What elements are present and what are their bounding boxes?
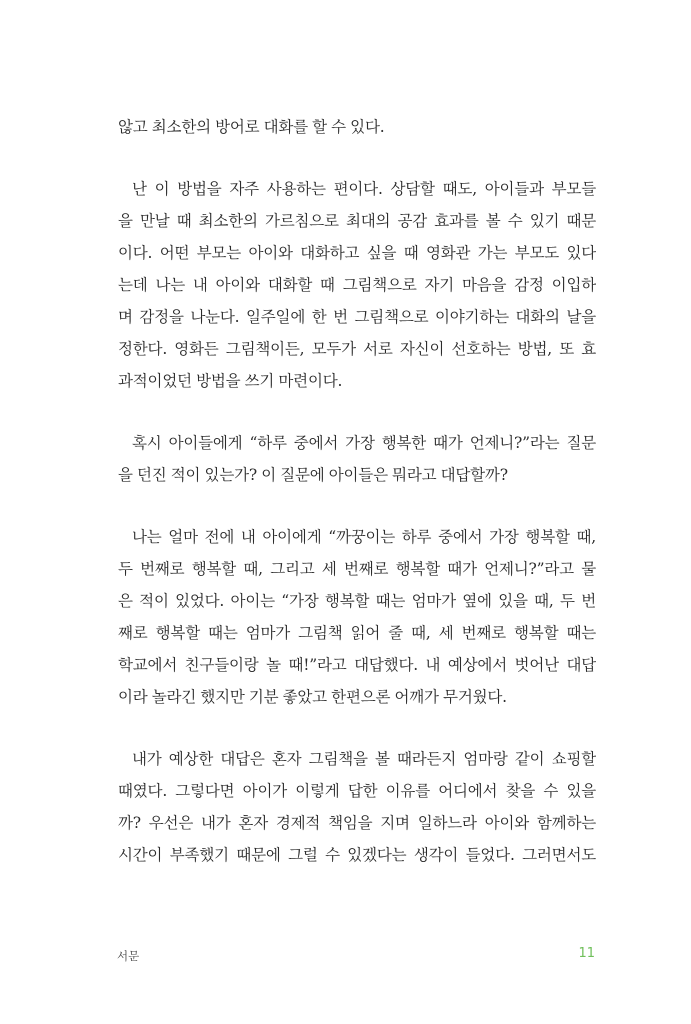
text-line: 까? 우선은 내가 혼자 경제적 책임을 지며 일하느라 아이와 함께하는 [118, 814, 596, 832]
text-line: 않고 최소한의 방어로 대화를 할 수 있다. [118, 118, 385, 136]
text-line: 두 번째로 행복할 때, 그리고 세 번째로 행복할 때가 언제니?”라고 물 [118, 560, 596, 578]
paragraph-gap [118, 491, 596, 521]
text-line: 시간이 부족했기 때문에 그럴 수 있겠다는 생각이 들었다. 그러면서도 [118, 846, 596, 864]
paragraph-gap [118, 713, 596, 743]
section-title: 서문 [117, 949, 140, 963]
page-number: 11 [578, 946, 595, 961]
text-line: 과적이었던 방법을 쓰기 마련이다. [118, 372, 343, 390]
text-line: 며 감정을 나눈다. 일주일에 한 번 그림책으로 이야기하는 대화의 날을 [118, 308, 596, 326]
text-line: 는데 나는 내 아이와 대화할 때 그림책으로 자기 마음을 감정 이입하 [118, 276, 596, 294]
text-line: 을 만날 때 최소한의 가르침으로 최대의 공감 효과를 볼 수 있기 때문 [118, 212, 596, 230]
text-line: 째로 행복할 때는 엄마가 그림책 읽어 줄 때, 세 번째로 행복할 때는 [118, 624, 596, 642]
text-line: 때였다. 그렇다면 아이가 이렇게 답한 이유를 어디에서 찾을 수 있을 [118, 782, 596, 800]
text-line: 정한다. 영화든 그림책이든, 모두가 서로 자신이 선호하는 방법, 또 효 [118, 340, 596, 358]
text-line: 난 이 방법을 자주 사용하는 편이다. 상담할 때도, 아이들과 부모들 [132, 180, 596, 198]
text-line: 이라 놀라긴 했지만 기분 좋았고 한편으론 어깨가 무거웠다. [118, 688, 507, 706]
text-line: 이다. 어떤 부모는 아이와 대화하고 싶을 때 영화관 가는 부모도 있다 [118, 244, 596, 262]
text-line: 혹시 아이들에게 “하루 중에서 가장 행복한 때가 언제니?”라는 질문 [132, 434, 596, 452]
body-text [118, 111, 596, 871]
text-line: 은 적이 있었다. 아이는 “가장 행복할 때는 엄마가 옆에 있을 때, 두 번 [118, 592, 596, 610]
paragraph-gap [118, 397, 596, 427]
text-line: 을 던진 적이 있는가? 이 질문에 아이들은 뭐라고 대답할까? [118, 466, 508, 484]
text-line: 나는 얼마 전에 내 아이에게 “까꿍이는 하루 중에서 가장 행복할 때, [132, 528, 596, 546]
text-line: 학교에서 친구들이랑 놀 때!”라고 대답했다. 내 예상에서 벗어난 대답 [118, 656, 596, 674]
paragraph-gap [118, 143, 596, 173]
text-line: 내가 예상한 대답은 혼자 그림책을 볼 때라든지 엄마랑 같이 쇼핑할 [132, 750, 596, 768]
